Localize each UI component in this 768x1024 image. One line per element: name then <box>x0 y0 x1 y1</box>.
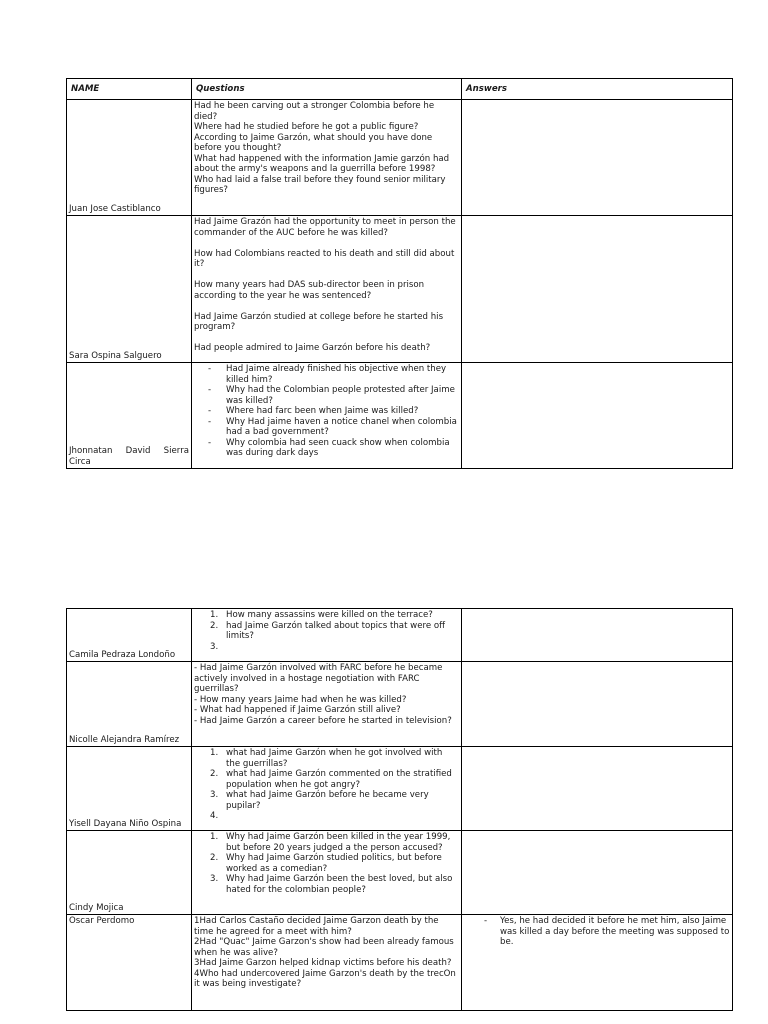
questions-cell <box>192 609 462 662</box>
answer-cell <box>462 915 733 1011</box>
answer-text: Yes, he had decided it before he met him, also Jaime was killed a day before the meeting was supposed to be. <box>500 916 730 947</box>
questions-cell <box>192 831 462 915</box>
list-item: 2. had Jaime Garzón talked about topics that were off limits? <box>210 620 446 641</box>
list-item: 1. How many assassins were killed on the terrace? <box>210 610 433 620</box>
question-text: 3Had Jaime Garzon helped kidnap victims before his death? <box>194 958 452 968</box>
answer-cell <box>462 609 733 662</box>
answer-cell <box>462 100 733 216</box>
question-text: Had people admired to Jaime Garzón before his death? <box>194 343 431 353</box>
question-text: How many years had DAS sub-director been in prison according to the year he was sentenced? <box>194 280 425 301</box>
questions-cell <box>192 100 462 216</box>
question-text: Who had laid a false trail before they found senior military figures? <box>194 174 446 195</box>
table-row <box>67 100 733 216</box>
answer-cell <box>462 363 733 469</box>
answer-cell <box>462 216 733 363</box>
list-item: 1. Why had Jaime Garzón been killed in the year 1999, but before 20 years judged a the person accused? <box>210 832 451 853</box>
table-row <box>67 216 733 363</box>
question-list <box>194 364 459 459</box>
table-row <box>67 662 733 747</box>
question-text: - Had Jaime Garzón a career before he started in television? <box>194 715 452 726</box>
student-name: Oscar Perdomo <box>67 915 192 1011</box>
questions-cell <box>192 363 462 469</box>
questions-cell <box>192 747 462 831</box>
list-item: - Why colombia had seen cuack show when colombia was during dark days <box>208 437 450 458</box>
student-name: Yisell Dayana Niño Ospina <box>67 747 192 831</box>
answer-cell <box>462 662 733 747</box>
questions-cell <box>192 662 462 747</box>
question-text: - How many years Jaime had when he was killed? <box>194 694 407 705</box>
table-row <box>67 609 733 662</box>
list-item: 4. <box>210 811 219 821</box>
answer-cell <box>462 831 733 915</box>
student-name: Cindy Mojica <box>67 831 192 915</box>
student-name: Camila Pedraza Londoño <box>67 609 192 662</box>
list-item: - Why had the Colombian people protested after Jaime was killed? <box>208 385 455 406</box>
question-text: - What had happened if Jaime Garzón still alive? <box>194 705 401 715</box>
list-item: - Why Had jaime haven a notice chanel when colombia had a bad government? <box>208 416 457 437</box>
list-item: - Where had farc been when Jaime was killed? <box>208 406 419 416</box>
students-questions-table-1 <box>66 78 733 469</box>
question-text: Had Jaime Grazón had the opportunity to meet in person the commander of the AUC before he was killed? <box>194 217 456 238</box>
question-text: - Had Jaime Garzón involved with FARC before he became actively involved in a hostage negotiation with FARC guerrillas? <box>194 663 443 694</box>
question-text: 2Had "Quac" Jaime Garzon's show had been already famous when he was alive? <box>194 937 454 958</box>
table-row <box>67 363 733 469</box>
student-name: Nicolle Alejandra Ramírez <box>67 662 192 747</box>
question-text: 4Who had undercovered Jaime Garzon's death by the trecOn it was being investigate? <box>194 968 456 989</box>
question-text: What had happened with the information Jamie garzón had about the army's weapons and la guerrilla before 1998? <box>194 153 450 174</box>
list-item: 3. Why had Jaime Garzón been the best loved, but also hated for the colombian people? <box>210 874 453 895</box>
table-row <box>67 831 733 915</box>
question-text: How had Colombians reacted to his death and still did about it? <box>194 248 455 269</box>
list-item: 2. what had Jaime Garzón commented on the stratified population when he got angry? <box>210 769 452 790</box>
students-questions-table-2 <box>66 608 733 1011</box>
question-text: Where had he studied before he got a public figure? <box>194 122 419 132</box>
questions-cell <box>192 216 462 363</box>
question-text: 1Had Carlos Castaño decided Jaime Garzon death by the time he agreed for a meet with him? <box>194 916 439 937</box>
table-row <box>67 747 733 831</box>
table-row <box>67 915 733 1011</box>
question-list <box>194 610 459 652</box>
list-item: 3. <box>210 641 219 652</box>
header-questions: Questions <box>192 79 462 100</box>
question-text: According to Jaime Garzón, what should you have done before you thought? <box>194 132 433 153</box>
list-item: - Had Jaime already finished his objective when they killed him? <box>208 364 447 385</box>
questions-cell <box>192 915 462 1011</box>
header-answers: Answers <box>462 79 733 100</box>
question-list <box>194 832 459 895</box>
list-item: 3. what had Jaime Garzón before he became very pupilar? <box>210 790 429 811</box>
answer-cell <box>462 747 733 831</box>
list-item: 2. Why had Jaime Garzón studied politics, but before worked as a comedian? <box>210 853 442 874</box>
student-name: Sara Ospina Salguero <box>67 216 192 363</box>
list-item: 1. what had Jaime Garzón when he got involved with the guerrillas? <box>210 748 443 769</box>
student-name: Jhonnatan David Sierra Circa <box>67 363 192 469</box>
question-text: Had Jaime Garzón studied at college before he started his program? <box>194 311 444 332</box>
answer-list <box>464 916 730 948</box>
list-item: - Yes, he had decided it before he met him, also Jaime was killed a day before the meeting was supposed to be. <box>484 916 730 947</box>
question-list <box>194 748 459 822</box>
table-header-row <box>67 79 733 100</box>
student-name: Juan Jose Castiblanco <box>67 100 192 216</box>
question-text: Had he been carving out a stronger Colombia before he died? <box>194 101 435 122</box>
header-name: NAME <box>67 79 192 100</box>
